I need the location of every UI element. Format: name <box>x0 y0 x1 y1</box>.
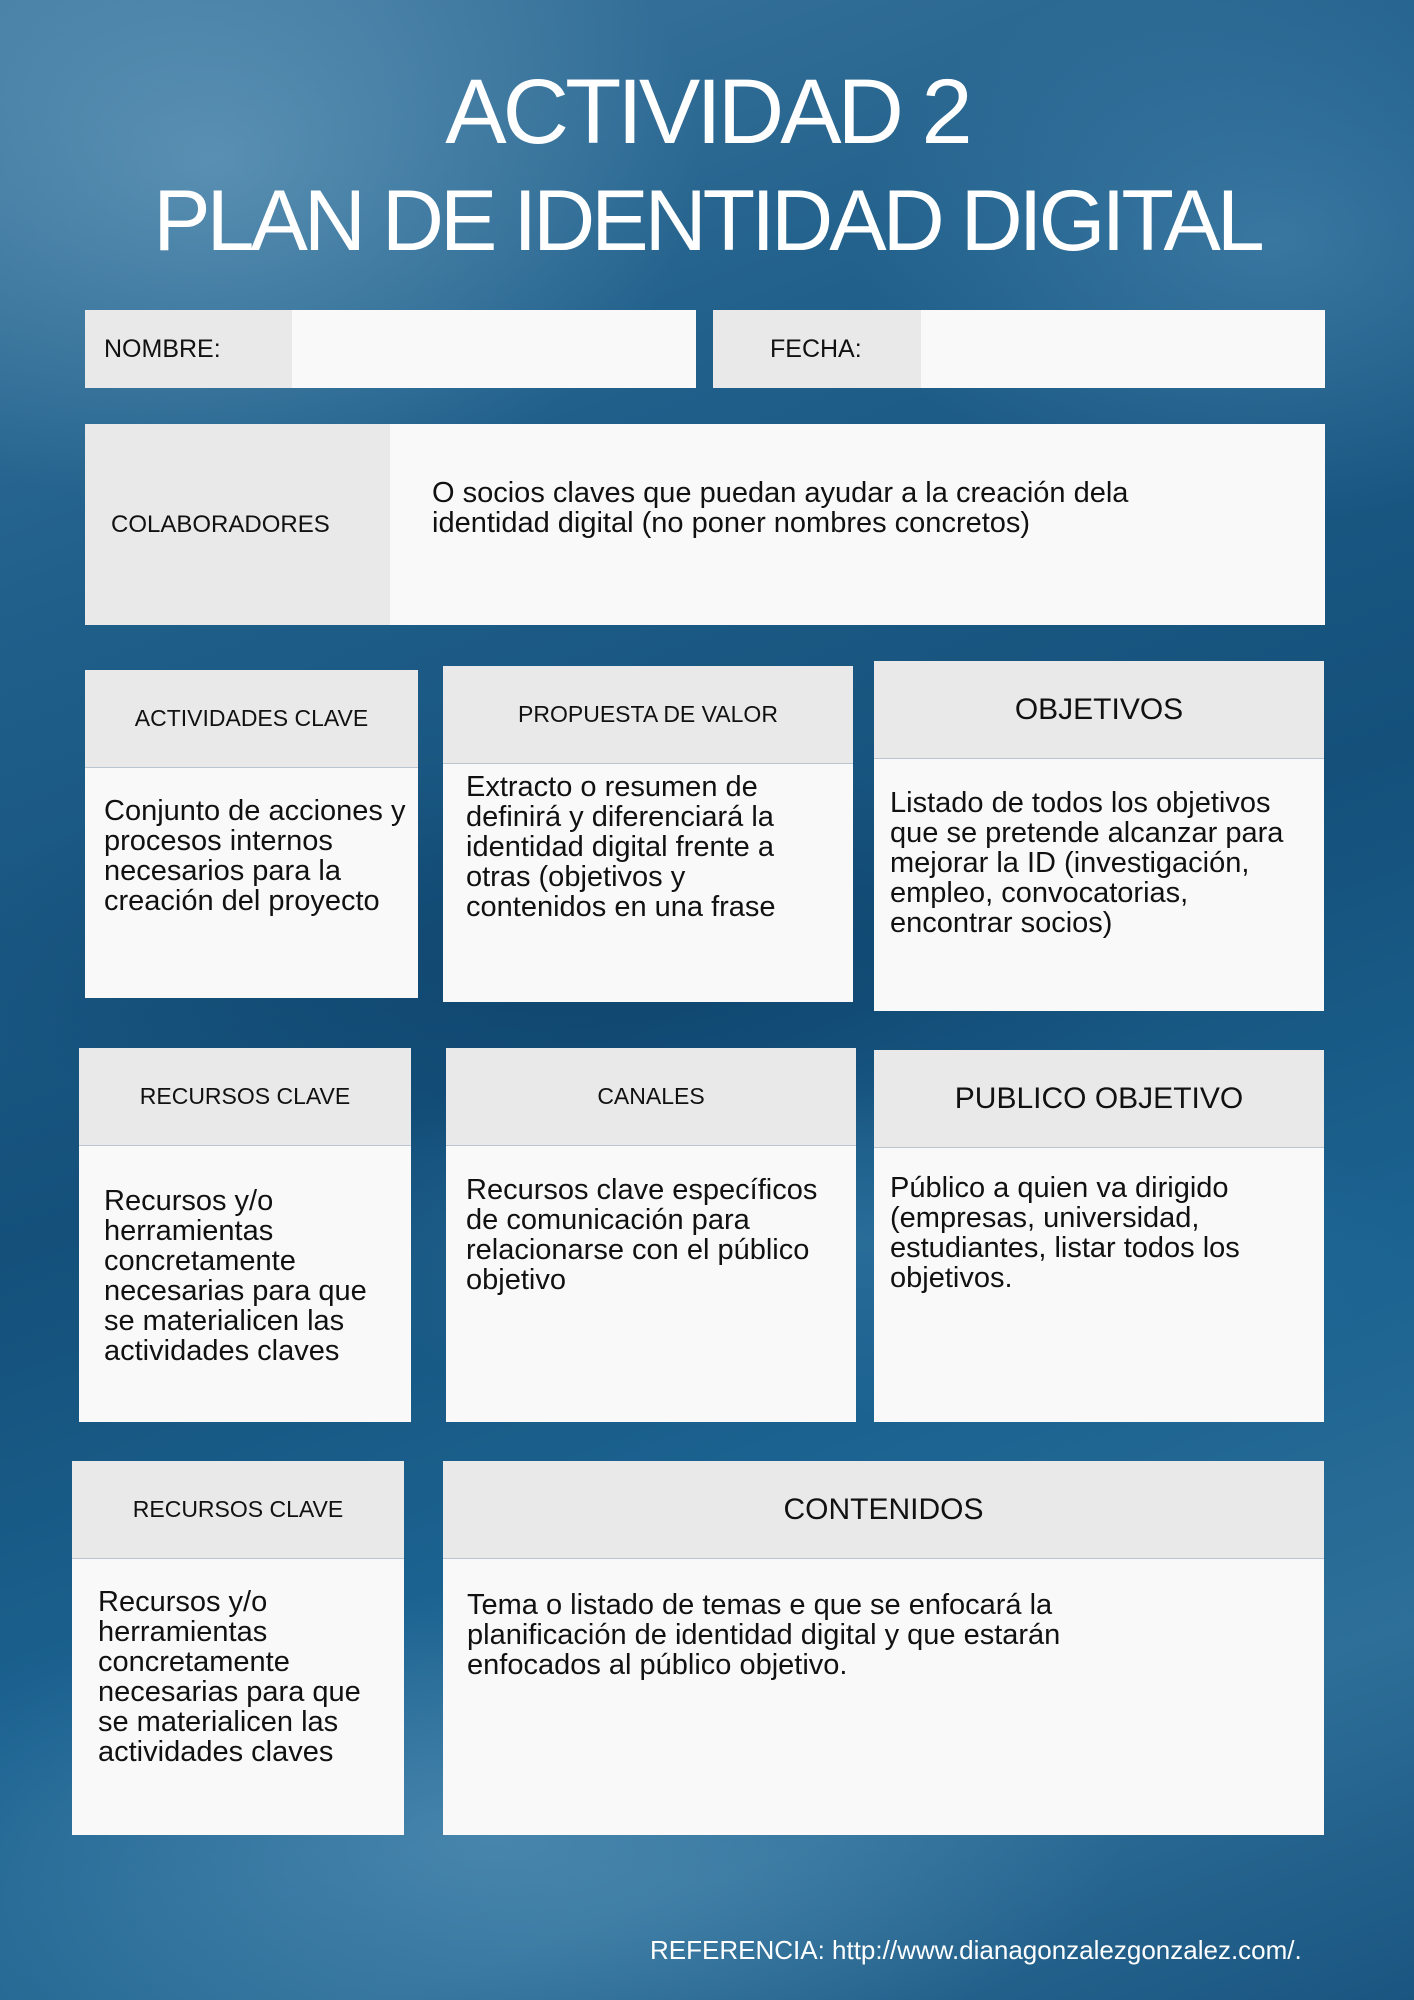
publico-objetivo-header: PUBLICO OBJETIVO <box>874 1050 1324 1148</box>
canales-card <box>446 1048 856 1422</box>
title-plan: PLAN DE IDENTIDAD DIGITAL <box>153 173 1261 269</box>
nombre-field[interactable] <box>85 310 696 388</box>
recursos-clave-text-2: Recursos y/o herramientas concretamente necesarias para que se materialicen las actividades claves <box>98 1586 361 1768</box>
publico-objetivo-card <box>874 1050 1324 1422</box>
objetivos-card <box>874 661 1324 1011</box>
contenidos-card <box>443 1461 1324 1835</box>
canales-text: Recursos clave específicos de comunicación para relacionarse con el público objetivo <box>466 1174 818 1296</box>
colaboradores-card <box>85 424 1325 625</box>
propuesta-valor-card <box>443 666 853 1002</box>
nombre-label: NOMBRE: <box>85 310 292 388</box>
recursos-clave-header-1: RECURSOS CLAVE <box>79 1048 411 1146</box>
propuesta-valor-header: PROPUESTA DE VALOR <box>443 666 853 764</box>
actividades-clave-text: Conjunto de acciones y procesos internos necesarios para la creación del proyecto <box>104 795 406 917</box>
referencia-link[interactable]: REFERENCIA: http://www.dianagonzalezgonzalez.com/. <box>650 1935 1302 1965</box>
contenidos-header: CONTENIDOS <box>443 1461 1324 1559</box>
colaboradores-text: O socios claves que puedan ayudar a la creación dela identidad digital (no poner nombres concretos) <box>432 477 1129 539</box>
objetivos-header: OBJETIVOS <box>874 661 1324 759</box>
recursos-clave-header-2: RECURSOS CLAVE <box>72 1461 404 1559</box>
recursos-clave-card-2 <box>72 1461 404 1835</box>
fecha-label: FECHA: <box>713 310 921 388</box>
canales-header: CANALES <box>446 1048 856 1146</box>
actividades-clave-card <box>85 670 418 998</box>
fecha-field[interactable] <box>713 310 1325 388</box>
colaboradores-label: COLABORADORES <box>85 424 390 625</box>
recursos-clave-card-1 <box>79 1048 411 1422</box>
publico-objetivo-text: Público a quien va dirigido (empresas, universidad, estudiantes, listar todos los objetivos. <box>890 1172 1240 1294</box>
recursos-clave-text-1: Recursos y/o herramientas concretamente necesarias para que se materialicen las actividades claves <box>104 1185 367 1367</box>
contenidos-text: Tema o listado de temas e que se enfocará la planificación de identidad digital y que estarán enfocados al público objetivo. <box>467 1589 1061 1681</box>
propuesta-valor-text: Extracto o resumen de definirá y diferenciará la identidad digital frente a otras (objetivos y contenidos en una frase <box>466 771 776 923</box>
actividades-clave-header: ACTIVIDADES CLAVE <box>85 670 418 768</box>
objetivos-text: Listado de todos los objetivos que se pretende alcanzar para mejorar la ID (investigación, empleo, convocatorias, encontrar socios) <box>890 787 1284 939</box>
title-activity: ACTIVIDAD 2 <box>445 61 969 163</box>
